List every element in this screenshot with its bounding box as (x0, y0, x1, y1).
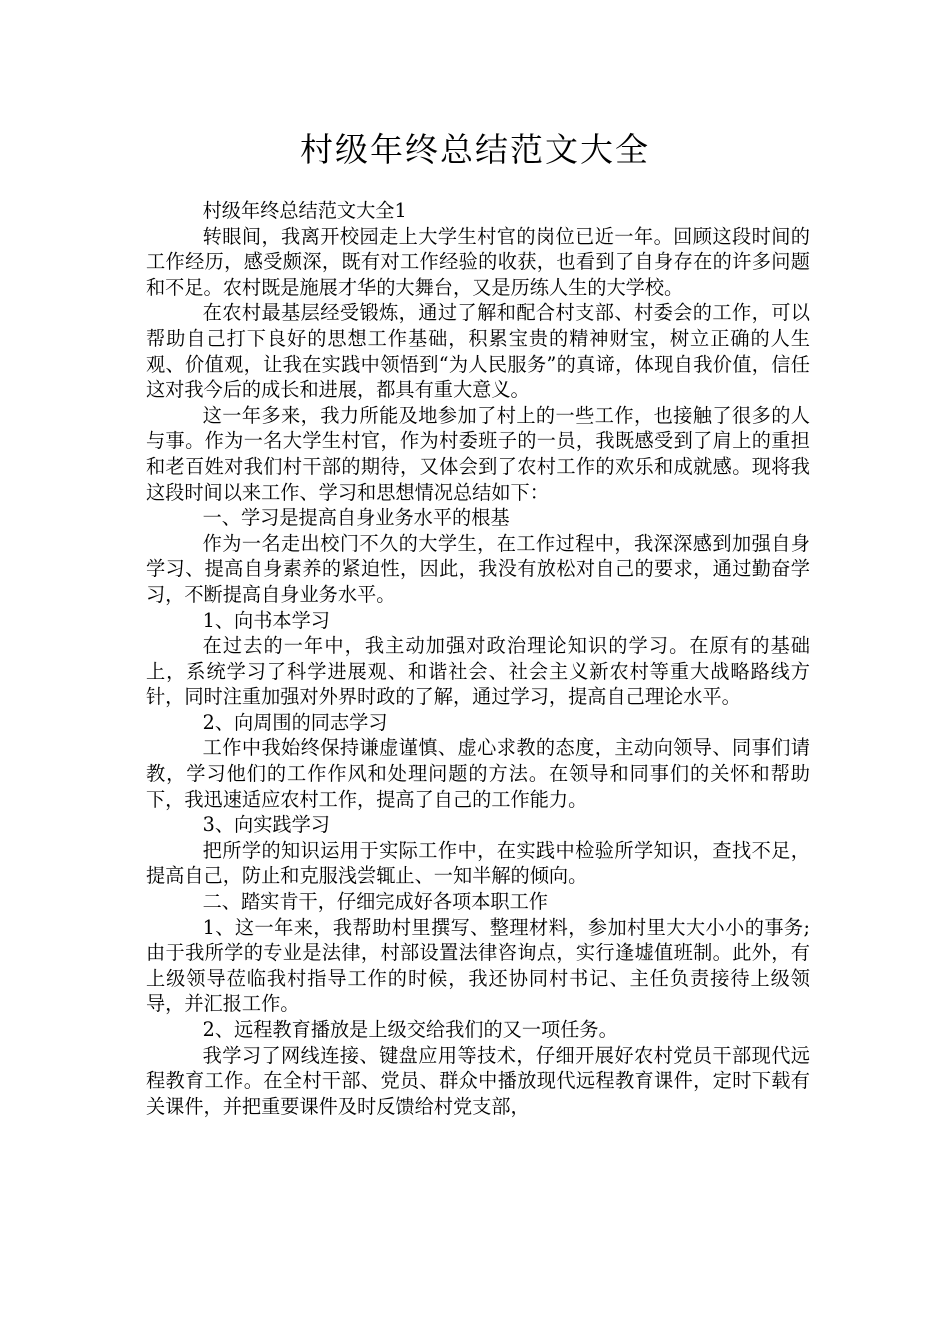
document-body (146, 198, 810, 1119)
section-heading: 一、学习是提高自身业务水平的根基 (202, 506, 510, 530)
paragraph: 作为一名走出校门不久的大学生，在工作过程中，我深深感到加强自身学习、提高自身素养的紧迫性，因此，我没有放松对自己的要求，通过勤奋学习，不断提高自身业务水平。 (146, 531, 810, 606)
paragraph: 在过去的一年中，我主动加强对政治理论知识的学习。在原有的基础上，系统学习了科学进展观、和谐社会、社会主义新农村等重大战略路线方针，同时注重加强对外界时政的了解，通过学习，提高自己理论水平。 (146, 634, 810, 709)
document-title: 村级年终总结范文大全 (300, 130, 650, 169)
paragraph: 2、远程教育播放是上级交给我们的又一项任务。 (202, 1018, 618, 1041)
subsection-heading: 1、向书本学习 (202, 608, 330, 632)
paragraph: 转眼间，我离开校园走上大学生村官的岗位已近一年。回顾这段时间的工作经历，感受颇深，既有对工作经验的收获，也看到了自身存在的许多问题和不足。农村既是施展才华的大舞台，又是历练人生的大学校。 (146, 224, 810, 299)
paragraph: 把所学的知识运用于实际工作中，在实践中检验所学知识，查找不足，提高自己，防止和克服浅尝辄止、一知半解的倾向。 (146, 838, 810, 888)
section-heading: 村级年终总结范文大全1 (202, 199, 407, 222)
paragraph: 在农村最基层经受锻炼，通过了解和配合村支部、村委会的工作，可以帮助自己打下良好的思想工作基础，积累宝贵的精神财宝，树立正确的人生观、价值观，让我在实践中领悟到“为人民服务”的真谛，体现自我价值，信任这对我今后的成长和进展，都具有重大意义。 (146, 301, 810, 402)
paragraph: 这一年多来，我力所能及地参加了村上的一些工作，也接触了很多的人与事。作为一名大学生村官，作为村委班子的一员，我既感受到了肩上的重担和老百姓对我们村干部的期待，又体会到了农村工作的欢乐和成就感。现将我这段时间以来工作、学习和思想情况总结如下： (146, 403, 810, 504)
subsection-heading: 3、向实践学习 (202, 813, 330, 837)
paragraph: 我学习了网线连接、键盘应用等技术，仔细开展好农村党员干部现代远程教育工作。在全村干部、党员、群众中播放现代远程教育课件，定时下载有关课件，并把重要课件及时反馈给村党支部， (146, 1043, 810, 1118)
section-heading: 二、踏实肯干，仔细完成好各项本职工作 (202, 890, 548, 914)
paragraph: 1、这一年来，我帮助村里撰写、整理材料，参加村里大大小小的事务;由于我所学的专业是法律，村部设置法律咨询点，实行逢墟值班制。此外，有上级领导莅临我村指导工作的时候，我还协同村书记、主任负责接待上级领导，并汇报工作。 (146, 915, 810, 1016)
paragraph: 工作中我始终保持谦虚谨慎、虚心求教的态度，主动向领导、同事们请教，学习他们的工作作风和处理问题的方法。在领导和同事们的关怀和帮助下，我迅速适应农村工作，提高了自己的工作能力。 (146, 736, 810, 811)
subsection-heading: 2、向周围的同志学习 (202, 710, 388, 734)
